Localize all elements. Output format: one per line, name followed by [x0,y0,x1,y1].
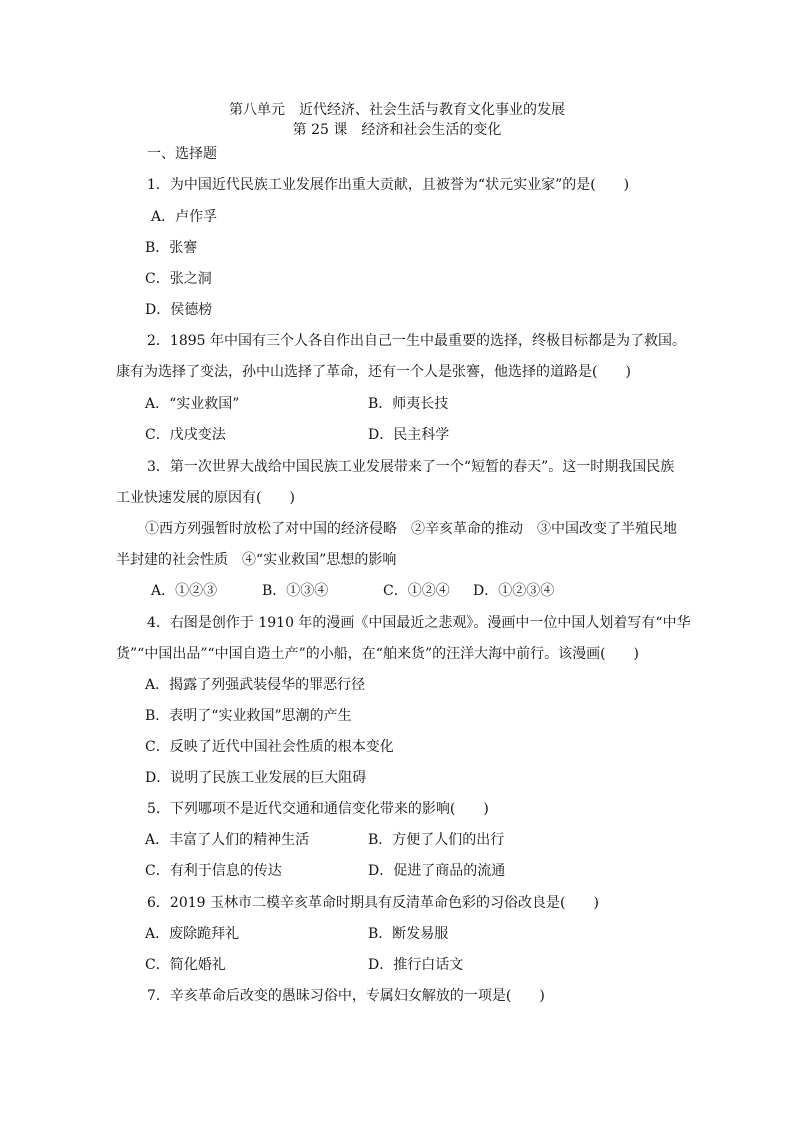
question-4-stem-line2: 货”“中国出品”“中国自造土产”的小船，在“舶来货”的汪洋大海中前行。该漫画( ) [116,646,640,662]
question-5-option-b: B．方便了人们的出行 [368,832,505,848]
question-4-stem-line1: 4．右图是创作于 1910 年的漫画《中国最近之悲观》。漫画中一位中国人划着写有“中华 [147,615,691,631]
question-3-stem-line1: 3．第一次世界大战给中国民族工业发展带来了一个“短暂的春天”。这一时期我国民族 [147,459,675,475]
question-6-option-c: C．简化婚礼 [145,957,226,973]
question-4-option-d: D．说明了民族工业发展的巨大阻碍 [145,770,367,786]
question-1-option-d: D．侯德榜 [145,302,213,318]
question-2-option-c: C．戊戌变法 [145,427,226,443]
question-3-option-d: D．①②③④ [473,583,555,599]
question-6-option-a: A．废除跪拜礼 [145,926,240,942]
question-2-stem-line2: 康有为选择了变法，孙中山选择了革命，还有一个人是张謇，他选择的道路是( ) [116,364,631,380]
question-3-stem-line2: 工业快速发展的原因有( ) [116,490,295,506]
question-1-option-a: A．卢作孚 [151,209,218,225]
question-2-option-d: D．民主科学 [368,427,450,443]
question-4-option-b: B．表明了“实业救国”思潮的产生 [145,708,352,724]
question-6-option-b: B．断发易服 [368,926,449,942]
question-4-option-a: A．揭露了列强武装侵华的罪恶行径 [145,677,366,693]
question-1-option-b: B．张謇 [145,240,198,256]
question-2-stem-line1: 2．1895 年中国有三个人各自作出自己一生中最重要的选择，终极目标都是为了救国。 [147,333,686,349]
question-3-stem-line3: ①西方列强暂时放松了对中国的经济侵略 ②辛亥革命的推动 ③中国改变了半殖民地 [145,521,677,537]
section-heading: 一、选择题 [147,146,217,162]
question-3-option-a: A．①②③ [151,583,218,599]
question-4-option-c: C．反映了近代中国社会性质的根本变化 [145,739,394,755]
question-7-stem: 7．辛亥革命后改变的愚昧习俗中，专属妇女解放的一项是( ) [147,988,545,1004]
question-6-option-d: D．推行白话文 [368,957,464,973]
question-1-option-c: C．张之洞 [145,271,212,287]
question-3-stem-line4: 半封建的社会性质 ④“实业救国”思想的影响 [116,552,397,568]
question-1-stem: 1．为中国近代民族工业发展作出重大贡献，且被誉为“状元实业家”的是( ) [147,177,630,193]
lesson-title: 第 25 课 经济和社会生活的变化 [292,122,502,138]
question-2-option-a: A．“实业救国” [145,396,240,412]
question-5-option-c: C．有利于信息的传达 [145,863,282,879]
question-6-stem: 6．2019 玉林市二模辛亥革命时期具有反清革命色彩的习俗改良是( ) [147,895,599,911]
unit-title: 第八单元 近代经济、社会生活与教育文化事业的发展 [229,102,565,118]
question-3-option-b: B．①③④ [262,583,329,599]
question-5-stem: 5．下列哪项不是近代交通和通信变化带来的影响( ) [147,801,489,817]
question-2-option-b: B．师夷长技 [368,396,449,412]
question-5-option-d: D．促进了商品的流通 [368,863,506,879]
question-5-option-a: A．丰富了人们的精神生活 [145,832,310,848]
question-3-option-c: C．①②④ [383,583,450,599]
